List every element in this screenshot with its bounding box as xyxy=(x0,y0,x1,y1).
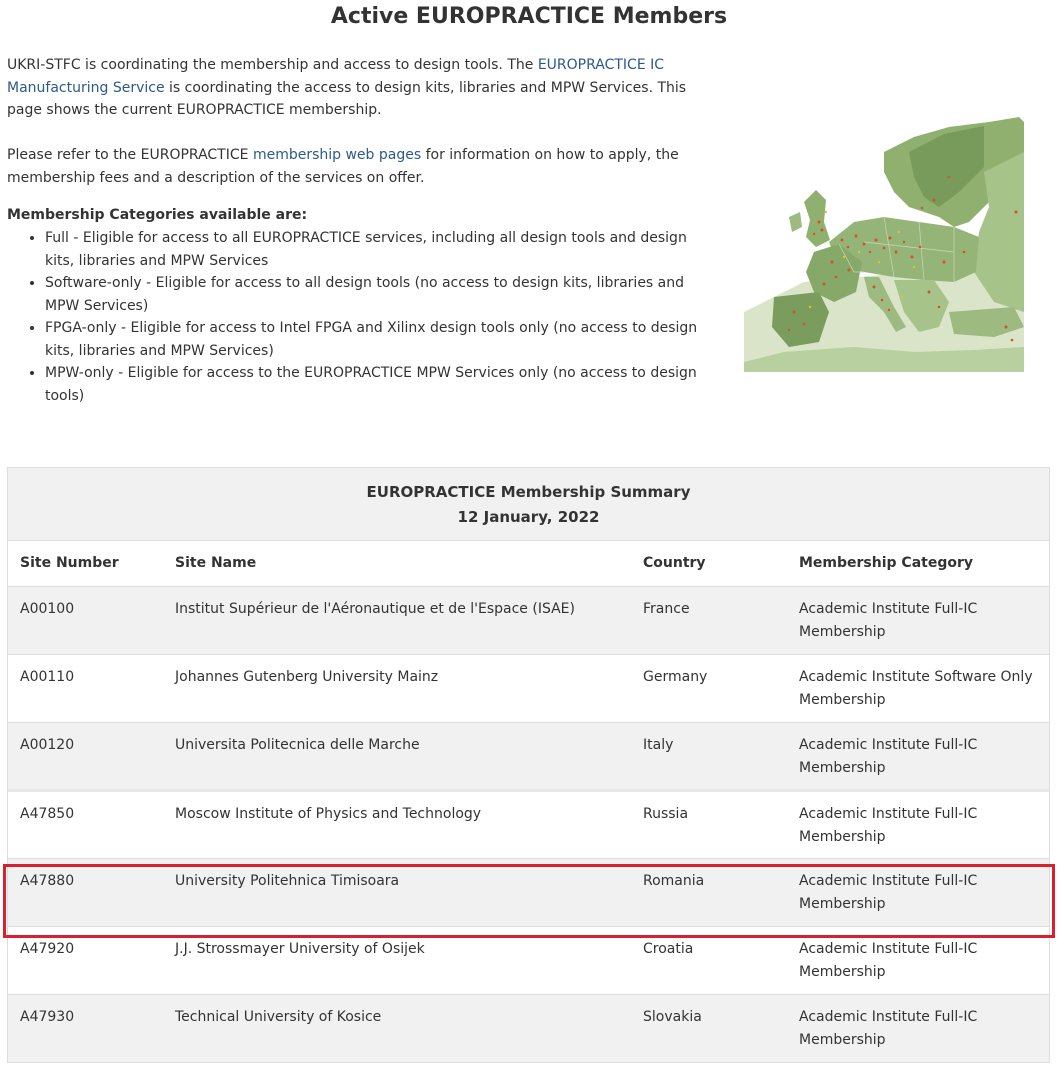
country-cell: Germany xyxy=(631,655,787,723)
site-number-cell: A47920 xyxy=(8,927,163,995)
page-title: Active EUROPRACTICE Members xyxy=(330,4,728,29)
header-membership-category: Membership Category xyxy=(787,541,1049,587)
category-cell: Academic Institute Full-IC Membership xyxy=(787,587,1049,655)
site-number-cell: A47880 xyxy=(8,859,163,927)
country-cell: Croatia xyxy=(631,927,787,995)
category-cell: Academic Institute Full-IC Membership xyxy=(787,791,1049,859)
site-number-cell: A00100 xyxy=(8,587,163,655)
header-site-name: Site Name xyxy=(163,541,631,587)
category-fpga-only: • FPGA-only - Eligible for access to Intel FPGA and Xilinx design tools only (no access to design kits, libraries and MPW Services) xyxy=(45,317,715,362)
membership-table xyxy=(7,467,1050,1063)
categories-list xyxy=(7,227,715,407)
category-cell: Academic Institute Full-IC Membership xyxy=(787,723,1049,791)
country-cell: Russia xyxy=(631,791,787,859)
summary-title: EUROPRACTICE Membership Summary xyxy=(366,483,691,501)
site-name-cell: Universita Politecnica delle Marche xyxy=(163,723,631,791)
table-row xyxy=(8,723,1049,791)
intro-text: UKRI-STFC is coordinating the membership and access to design tools. The xyxy=(7,57,538,73)
site-number-cell: A00110 xyxy=(8,655,163,723)
membership-grid xyxy=(8,541,1049,1063)
category-cell: Academic Institute Full-IC Membership xyxy=(787,859,1049,927)
category-software-only: • Software-only - Eligible for access to all design tools (no access to design kits, libraries and MPW Services) xyxy=(45,272,715,317)
category-cell: Academic Institute Full-IC Membership xyxy=(787,995,1049,1063)
intro-paragraph xyxy=(7,54,707,122)
refer-text: Please refer to the EUROPRACTICE xyxy=(7,147,253,163)
membership-web-pages-link[interactable]: membership web pages xyxy=(252,147,422,163)
site-name-cell: Institut Supérieur de l'Aéronautique et de l'Espace (ISAE) xyxy=(163,587,631,655)
site-name-cell: University Politehnica Timisoara xyxy=(163,859,631,927)
header-site-number: Site Number xyxy=(8,541,163,587)
site-name-cell: J.J. Strossmayer University of Osijek xyxy=(163,927,631,995)
ic-manufacturing-service-link[interactable]: EUROPRACTICE IC Manufacturing Service xyxy=(7,57,665,96)
site-name-cell: Johannes Gutenberg University Mainz xyxy=(163,655,631,723)
categories-heading: Membership Categories available are: xyxy=(7,207,308,223)
table-row-highlighted xyxy=(8,859,1049,927)
category-cell: Academic Institute Software Only Membership xyxy=(787,655,1049,723)
table-row xyxy=(8,995,1049,1063)
table-caption xyxy=(8,467,1049,541)
site-name-cell: Technical University of Kosice xyxy=(163,995,631,1063)
intro-text: is coordinating the access to design kits, libraries and MPW Services. This page shows the current EUROPRACTICE membership. xyxy=(7,79,687,118)
europe-map-image xyxy=(744,112,1024,372)
refer-paragraph xyxy=(7,144,707,189)
category-full: • Full - Eligible for access to all EUROPRACTICE services, including all design tools and design kits, libraries and MPW Services xyxy=(45,227,715,272)
country-cell: Italy xyxy=(631,723,787,791)
site-number-cell: A00120 xyxy=(8,723,163,791)
site-name-cell: Moscow Institute of Physics and Technology xyxy=(163,791,631,859)
category-mpw-only: • MPW-only - Eligible for access to the EUROPRACTICE MPW Services only (no access to design tools) xyxy=(45,362,715,407)
site-number-cell: A47930 xyxy=(8,995,163,1063)
table-row xyxy=(8,655,1049,723)
country-cell: France xyxy=(631,587,787,655)
country-cell: Slovakia xyxy=(631,995,787,1063)
table-row xyxy=(8,927,1049,995)
header-country: Country xyxy=(631,541,787,587)
table-row xyxy=(8,791,1049,859)
category-cell: Academic Institute Full-IC Membership xyxy=(787,927,1049,995)
site-number-cell: A47850 xyxy=(8,791,163,859)
summary-date: 12 January, 2022 xyxy=(457,508,600,526)
country-cell: Romania xyxy=(631,859,787,927)
table-row xyxy=(8,587,1049,655)
refer-text: for information on how to apply, the membership fees and a description of the services on offer. xyxy=(7,147,679,186)
